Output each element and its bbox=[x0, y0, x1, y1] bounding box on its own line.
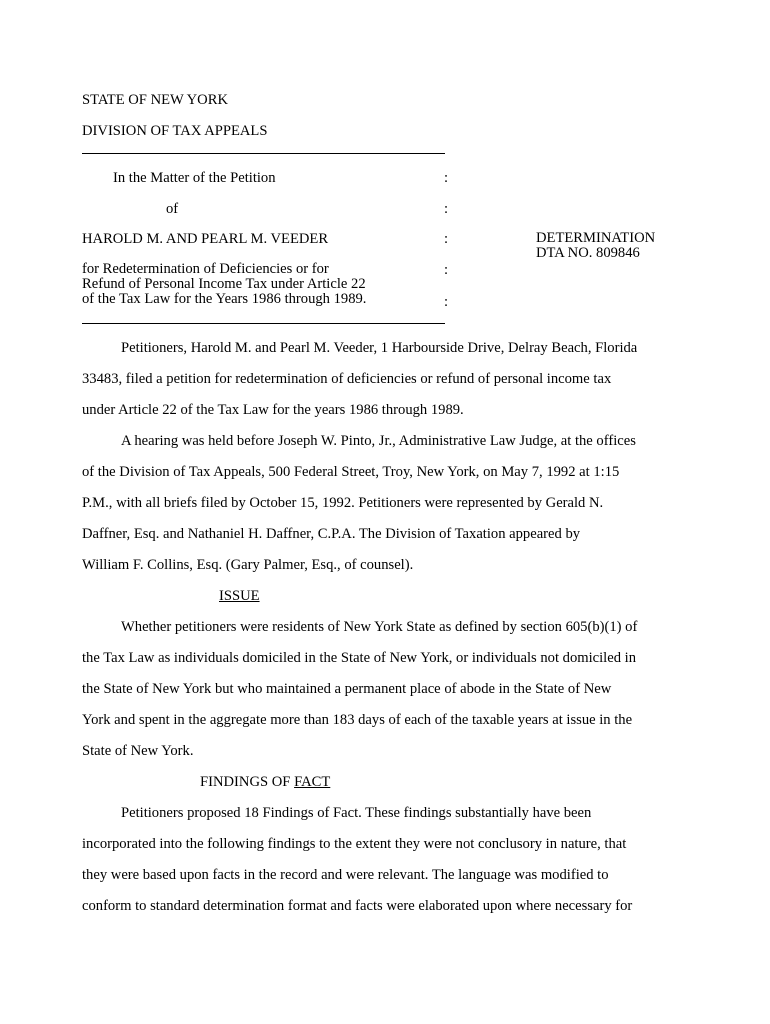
hearing-line: A hearing was held before Joseph W. Pinto, Jr., Administrative Law Judge, at the offices bbox=[121, 433, 636, 449]
findings-line: incorporated into the following findings to the extent they were not conclusory in nature, that bbox=[82, 836, 627, 852]
matter-line: In the Matter of the Petition bbox=[113, 170, 276, 186]
hearing-line: P.M., with all briefs filed by October 15, 1992. Petitioners were represented by Gerald N. bbox=[82, 495, 604, 511]
petitioners-name: HAROLD M. AND PEARL M. VEEDER bbox=[82, 231, 329, 247]
hearing-line: William F. Collins, Esq. (Gary Palmer, Esq., of counsel). bbox=[82, 557, 414, 573]
hearing-line: Daffner, Esq. and Nathaniel H. Daffner, C.P.A. The Division of Taxation appeared by bbox=[82, 526, 581, 542]
dta-number: DTA NO. 809846 bbox=[536, 245, 640, 261]
intro-line: under Article 22 of the Tax Law for the years 1986 through 1989. bbox=[82, 402, 464, 418]
caption-colon: : bbox=[444, 231, 449, 247]
intro-line: Petitioners, Harold M. and Pearl M. Veeder, 1 Harbourside Drive, Delray Beach, Florida bbox=[121, 340, 638, 356]
findings-line: conform to standard determination format and facts were elaborated upon where necessary for bbox=[82, 898, 633, 914]
findings-line: they were based upon facts in the record and were relevant. The language was modified to bbox=[82, 867, 609, 883]
caption-colon: : bbox=[444, 294, 449, 310]
findings-line: Petitioners proposed 18 Findings of Fact. These findings substantially have been bbox=[121, 805, 592, 821]
hearing-line: of the Division of Tax Appeals, 500 Federal Street, Troy, New York, on May 7, 1992 at 1:15 bbox=[82, 464, 620, 480]
findings-heading-fact: FACT bbox=[294, 774, 331, 790]
intro-line: 33483, filed a petition for redetermination of deficiencies or refund of personal income tax bbox=[82, 371, 612, 387]
division-heading: DIVISION OF TAX APPEALS bbox=[82, 123, 268, 139]
findings-heading-prefix: FINDINGS OF bbox=[200, 774, 295, 790]
issue-line: the State of New York but who maintained a permanent place of abode in the State of New bbox=[82, 681, 612, 697]
issue-line: Whether petitioners were residents of New York State as defined by section 605(b)(1) of bbox=[121, 619, 638, 635]
purpose-line-2: Refund of Personal Income Tax under Article 22 bbox=[82, 276, 366, 292]
of-line: of bbox=[166, 201, 179, 217]
purpose-line-3: of the Tax Law for the Years 1986 through 1989. bbox=[82, 291, 367, 307]
caption-colon: : bbox=[444, 201, 449, 217]
purpose-line-1: for Redetermination of Deficiencies or for bbox=[82, 261, 329, 277]
caption-colon: : bbox=[444, 170, 449, 186]
caption-bottom-rule bbox=[82, 323, 445, 324]
determination-label: DETERMINATION bbox=[536, 230, 656, 246]
issue-line: York and spent in the aggregate more than 183 days of each of the taxable years at issue in the bbox=[82, 712, 633, 728]
caption-colon: : bbox=[444, 262, 449, 278]
findings-heading bbox=[200, 774, 330, 790]
state-heading: STATE OF NEW YORK bbox=[82, 92, 228, 108]
caption-top-rule bbox=[82, 153, 445, 154]
issue-line: the Tax Law as individuals domiciled in the State of New York, or individuals not domiciled in bbox=[82, 650, 637, 666]
issue-line: State of New York. bbox=[82, 743, 194, 759]
issue-heading: ISSUE bbox=[219, 588, 260, 604]
